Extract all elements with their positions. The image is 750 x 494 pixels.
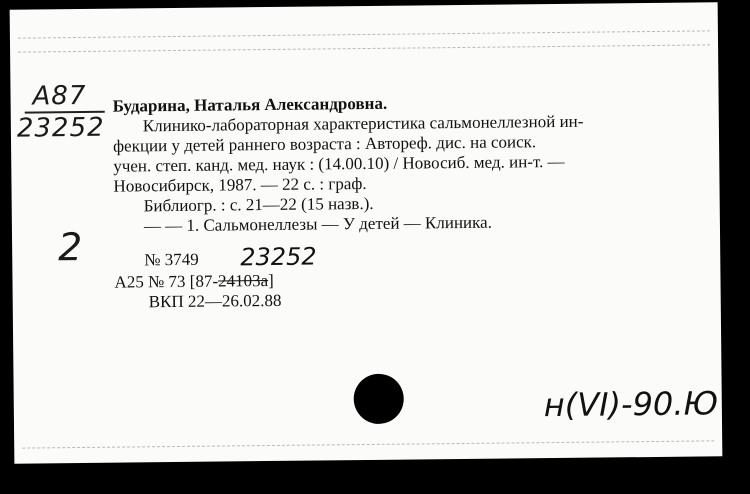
title-line-2: фекции у детей раннего возраста : Автореф. дис. на соиск. — [112, 132, 537, 156]
accession-number: № 3749 — [144, 249, 199, 270]
card-rule — [22, 440, 714, 448]
bibliography-line: Библиогр. : с. 21—22 (15 назв.). — [143, 193, 374, 216]
punch-hole — [353, 374, 404, 425]
shelf-mark-bottom: 23252 — [16, 112, 105, 144]
a-line — [114, 271, 273, 293]
handwritten-date: н(VI)-90.Ю — [543, 384, 719, 425]
a-line-suffix: ] — [268, 270, 274, 291]
bibliographic-record — [113, 91, 674, 237]
card-rule — [18, 30, 710, 38]
accession-number-handwritten: 23252 — [240, 242, 317, 272]
subjects-line: — — 1. Сальмонеллезы — У детей — Клиника. — [143, 212, 492, 236]
a-line-struck: 24103а — [217, 271, 269, 291]
handwritten-mark: 2 — [57, 224, 83, 270]
shelf-mark-top: А87 — [32, 80, 87, 112]
catalog-card — [10, 2, 723, 463]
title-line-1: Клинико-лабораторная характеристика сальмонеллезной ин- — [142, 111, 584, 136]
title-line-4: Новосибирск, 1987. — 22 с. : граф. — [113, 173, 367, 196]
vkp-line: ВКП 22—26.02.88 — [148, 290, 282, 312]
title-line-3: учен. степ. канд. мед. наук : (14.00.10) / Новосиб. мед. ин-т. — — [113, 151, 565, 176]
card-rule — [18, 44, 710, 52]
a-line-prefix: А25 № 73 [87- — [114, 271, 219, 292]
author-line: Бударина, Наталья Александровна. — [112, 93, 388, 116]
